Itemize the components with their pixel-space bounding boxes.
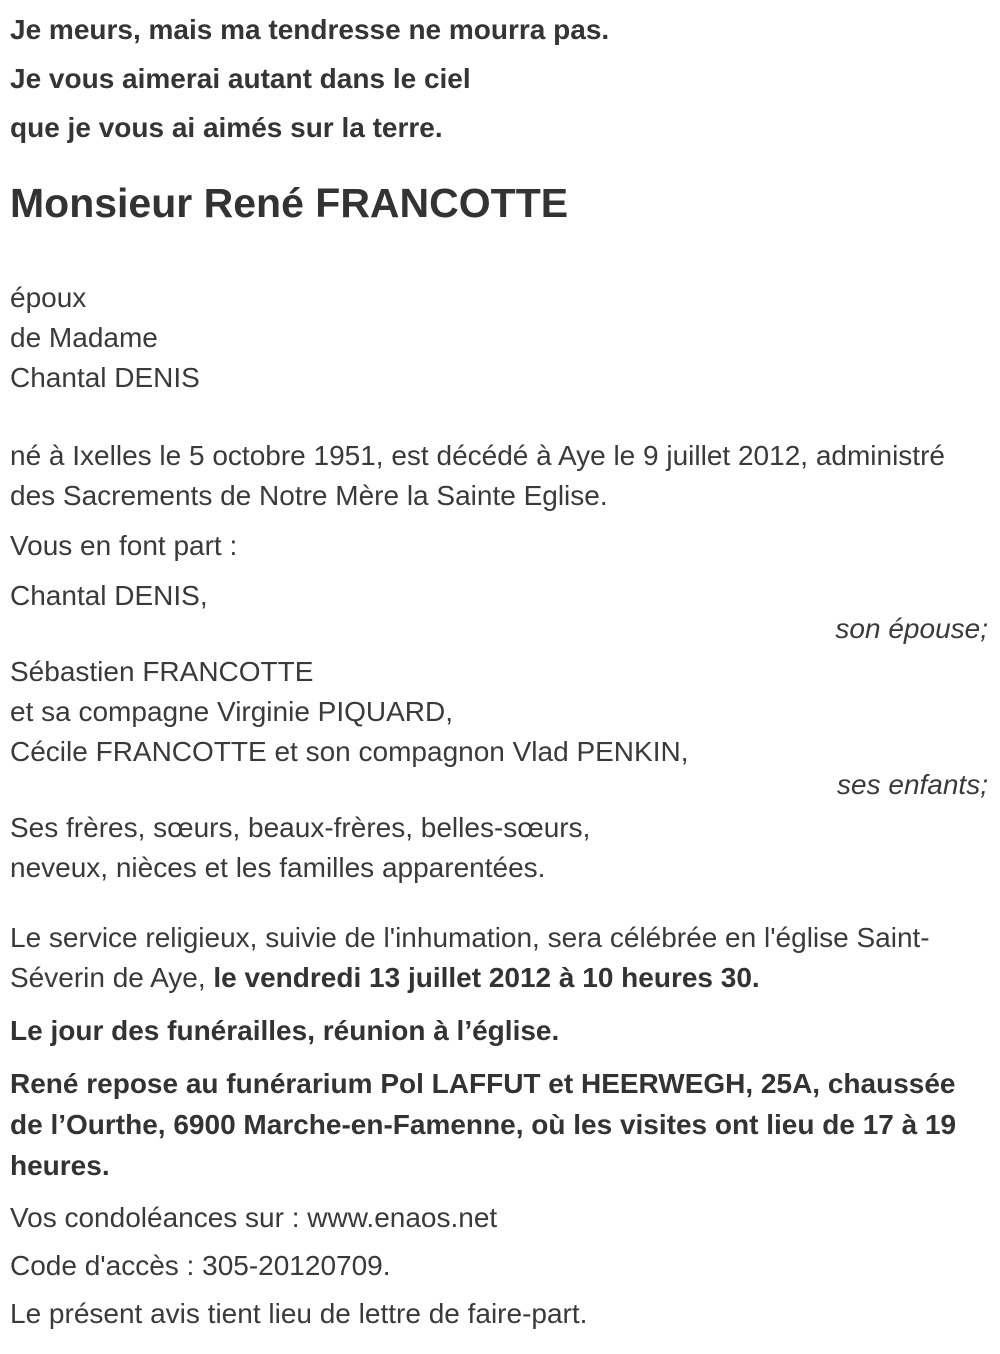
announcement-intro: Vous en font part : [10, 530, 238, 561]
family-group-spouse [10, 576, 990, 646]
family-member-name: Chantal DENIS, [10, 580, 208, 611]
family-relation-label: son épouse; [835, 613, 988, 644]
funerarium-paragraph: René repose au funérarium Pol LAFFUT et HEERWEGH, 25A, chaussée de l’Ourthe, 6900 Marche-en-Famenne, où les visites ont lieu de 17 à 19 heures. [10, 1068, 957, 1181]
epigraph-line-3: que je vous ai aimés sur la terre. [10, 112, 443, 143]
family-member-name: et sa compagne Virginie PIQUARD, [10, 696, 454, 727]
relation-line-3: Chantal DENIS [10, 362, 200, 393]
family-group-extended [10, 808, 990, 888]
family-member-name: neveux, nièces et les familles apparentées. [10, 852, 546, 883]
family-member-name: Cécile FRANCOTTE et son compagnon Vlad PENKIN, [10, 736, 689, 767]
service-paragraph [10, 918, 990, 998]
family-member-name: Ses frères, sœurs, beaux-frères, belles-sœurs, [10, 812, 591, 843]
relation-line-2: de Madame [10, 322, 158, 353]
family-relation-label: ses enfants; [837, 769, 988, 800]
family-group-children [10, 652, 990, 802]
condolences-line: Vos condoléances sur : www.enaos.net [10, 1202, 498, 1233]
death-notice [10, 14, 990, 1334]
epigraph-line-2: Je vous aimerai autant dans le ciel [10, 63, 471, 94]
biography-paragraph: né à Ixelles le 5 octobre 1951, est décédé à Aye le 9 juillet 2012, administré des Sacrements de Notre Mère la Sainte Eglise. [10, 440, 945, 511]
relation-line-1: époux [10, 282, 87, 313]
service-datetime: le vendredi 13 juillet 2012 à 10 heures 30. [213, 962, 760, 993]
epigraph-line-1: Je meurs, mais ma tendresse ne mourra pas. [10, 14, 610, 45]
family-list [10, 576, 990, 888]
service-text: Le service religieux, suivie de l'inhumation, sera célébrée en l'église Saint-Séverin de Aye, [10, 922, 930, 993]
deceased-name-title: Monsieur René FRANCOTTE [10, 180, 569, 226]
epigraph [10, 14, 990, 144]
relation-block [10, 278, 990, 398]
access-code-line: Code d'accès : 305-20120709. [10, 1250, 391, 1281]
family-member-name: Sébastien FRANCOTTE [10, 656, 314, 687]
funeral-meeting-line: Le jour des funérailles, réunion à l’église. [10, 1015, 560, 1046]
notice-footer-line: Le présent avis tient lieu de lettre de faire-part. [10, 1298, 588, 1329]
